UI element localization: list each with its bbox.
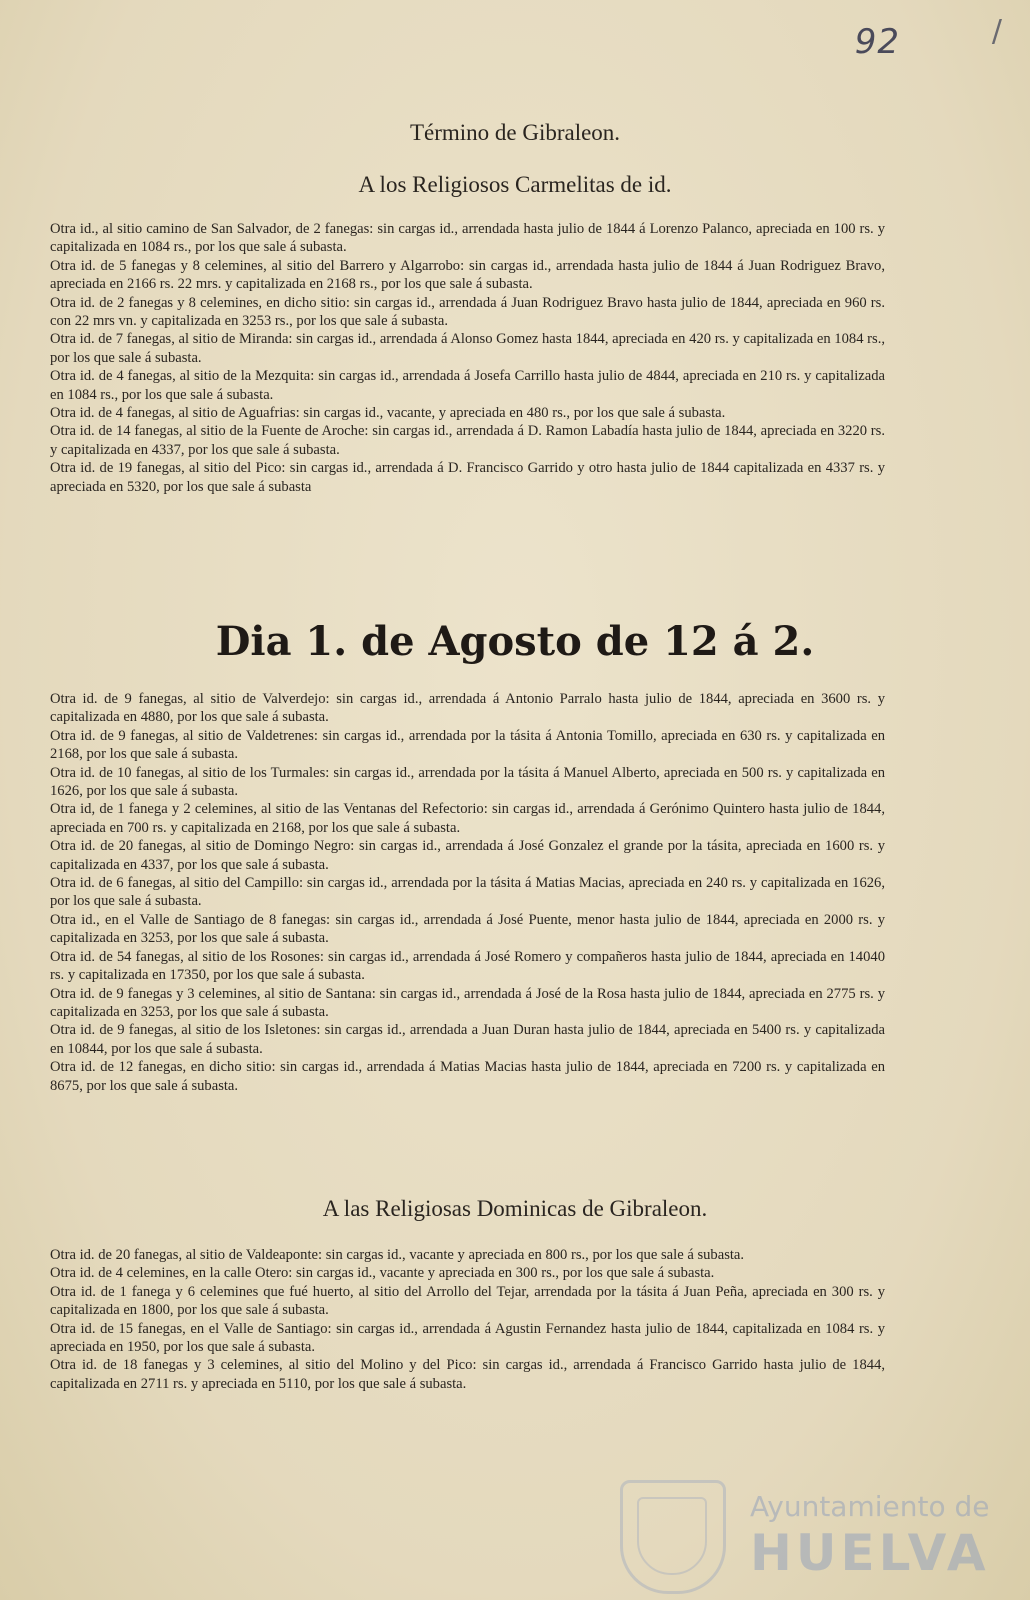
paragraph-entry: Otra id. de 5 fanegas y 8 celemines, al sitio del Barrero y Algarrobo: sin cargas id., arrendada hasta julio de 1844 á Juan Rodriguez Bravo, apreciada en 2166 rs. 22 mrs. y capitalizada en 2168 rs., por los que sale á subasta. [50,257,885,293]
section-dia-agosto [50,690,885,1095]
paragraph-entry: Otra id. de 6 fanegas, al sitio del Campillo: sin cargas id., arrendada por la tásita á Matias Macias, apreciada en 240 rs. y capitalizada en 1626, por los que sale á subasta. [50,875,885,910]
paragraph-entry: Otra id. de 15 fanegas, en el Valle de Santiago: sin cargas id., arrendada á Agustin Fernandez hasta julio de 1844, capitalizada en 1084 rs. y apreciada en 1950, por los que sale á subasta. [50,1320,885,1356]
paragraph-entry: Otra id. de 9 fanegas, al sitio de Valverdejo: sin cargas id., arrendada á Antonio Parralo hasta julio de 1844, apreciada en 3600 rs. y capitalizada en 4880, por los que sale á subasta. [50,691,885,726]
paragraph-entry: Otra id., en el Valle de Santiago de 8 fanegas: sin cargas id., arrendada á José Puente, menor hasta julio de 1844, apreciada en 2000 rs. y capitalizada en 3253, por los que sale á subasta. [50,911,885,947]
paragraph-entry: Otra id. de 1 fanega y 6 celemines que fué huerto, al sitio del Arrollo del Tejar, arrendada por la tásita á Juan Peña, apreciada en 300 rs. y capitalizada en 1800, por los que sale á subasta. [50,1283,885,1319]
paragraph-entry: Otra id. de 14 fanegas, al sitio de la Fuente de Aroche: sin cargas id., arrendada á D. Ramon Labadía hasta julio de 1844, apreciada en 3220 rs. y capitalizada en 4337, por los que sale á subasta. [50,423,885,458]
folio-number: 92 [854,22,900,62]
paragraph-entry: Otra id. de 9 fanegas, al sitio de Valdetrenes: sin cargas id., arrendada por la tásita á Antonia Tomillo, apreciada en 630 rs. y capitalizada en 2168, por los que sale á subasta. [50,727,885,763]
paragraph-entry: Otra id. de 4 fanegas, al sitio de la Mezquita: sin cargas id., arrendada á Josefa Carrillo hasta julio de 4844, apreciada en 210 rs. y capitalizada en 1084 rs., por los que sale á subasta. [50,368,885,403]
paragraph-entry: Otra id. de 9 fanegas y 3 celemines, al sitio de Santana: sin cargas id., arrendada á José de la Rosa hasta julio de 1844, apreciada en 2775 rs. y capitalizada en 3253, por los que sale á subasta. [50,985,885,1020]
watermark-line1: Ayuntamiento de [750,1490,990,1523]
heading-termino: Término de Gibraleon. [409,120,621,145]
heading-dominicas: A las Religiosas Dominicas de Gibraleon. [322,1196,708,1221]
paragraph-entry: Otra id. de 12 fanegas, en dicho sitio: sin cargas id., arrendada á Matias Macias hasta julio de 1844, apreciada en 7200 rs. y capitalizada en 8675, por los que sale á subasta. [50,1059,885,1094]
paragraph-entry: Otra id. de 7 fanegas, al sitio de Miranda: sin cargas id., arrendada á Alonso Gomez hasta 1844, apreciada en 420 rs. y capitalizada en 1084 rs., por los que sale á subasta. [50,331,885,366]
paragraph-entry: Otra id. de 20 fanegas, al sitio de Domingo Negro: sin cargas id., arrendada á José Gonzalez el grande por la tásita, apreciada en 1600 rs. y capitalizada en 4337, por los que sale á subasta. [50,838,885,873]
heading-dia-agosto: Dia 1. de Agosto de 12 á 2. [215,618,815,665]
paragraph-entry: Otra id., al sitio camino de San Salvador, de 2 fanegas: sin cargas id., arrendada hasta julio de 1844 á Lorenzo Palanco, apreciada en 100 rs. y capitalizada en 1084 rs., por los que sale á subasta. [50,221,885,256]
paragraph-entry: Otra id, de 1 fanega y 2 celemines, al sitio de las Ventanas del Refectorio: sin cargas id., arrendada á Gerónimo Quintero hasta julio de 1844, apreciada en 700 rs. y capitalizada en 2168, por los que sale á subasta. [50,801,885,836]
paragraph-entry: Otra id. de 54 fanegas, al sitio de los Rosones: sin cargas id., arrendada á José Romero y compañeros hasta julio de 1844, apreciada en 14040 rs. y capitalizada en 17350, por los que sale á subasta. [50,948,885,984]
paragraph-entry: Otra id. de 4 fanegas, al sitio de Aguafrias: sin cargas id., vacante, y apreciada en 480 rs., por los que sale á subasta. [50,405,726,422]
paragraph-entry: Otra id. de 9 fanegas, al sitio de los Isletones: sin cargas id., arrendada a Juan Duran hasta julio de 1844, apreciada en 5400 rs. y capitalizada en 10844, por los que sale á subasta. [50,1022,885,1057]
section-carmelitas [50,220,885,496]
heading-carmelitas: A los Religiosos Carmelitas de id. [358,172,672,197]
paragraph-entry: Otra id. de 10 fanegas, al sitio de los Turmales: sin cargas id., arrendada por la tásita á Manuel Alberto, apreciada en 500 rs. y capitalizada en 1626, por los que sale á subasta. [50,764,885,800]
paragraph-entry: Otra id. de 20 fanegas, al sitio de Valdeaponte: sin cargas id., vacante y apreciada en 800 rs., por los que sale á subasta. [50,1247,745,1263]
watermark [620,1480,990,1590]
paragraph-entry: Otra id. de 19 fanegas, al sitio del Pico: sin cargas id., arrendada á D. Francisco Garrido y otro hasta julio de 1844 capitalizada en 4337 rs. y apreciada en 5320, por los que sale á subasta [50,460,885,495]
paragraph-entry: Otra id. de 18 fanegas y 3 celemines, al sitio del Molino y del Pico: sin cargas id., arrendada á Francisco Garrido hasta julio de 1844, capitalizada en 2711 rs. y apreciada en 5110, por los que sale á subasta. [50,1357,885,1392]
watermark-line2: HUELVA [750,1524,990,1582]
corner-mark: / [991,14,1002,49]
section-dominicas [50,1246,885,1393]
watermark-seal-icon [620,1480,726,1594]
paragraph-entry: Otra id. de 2 fanegas y 8 celemines, en dicho sitio: sin cargas id., arrendada á Juan Rodriguez Bravo hasta julio de 1844, apreciada en 960 rs. con 22 mrs vn. y capitalizada en 3253 rs., por los que sale á subasta. [50,294,885,330]
paragraph-entry: Otra id. de 4 celemines, en la calle Otero: sin cargas id., vacante y apreciada en 300 rs., por los que sale á subasta. [50,1265,715,1282]
